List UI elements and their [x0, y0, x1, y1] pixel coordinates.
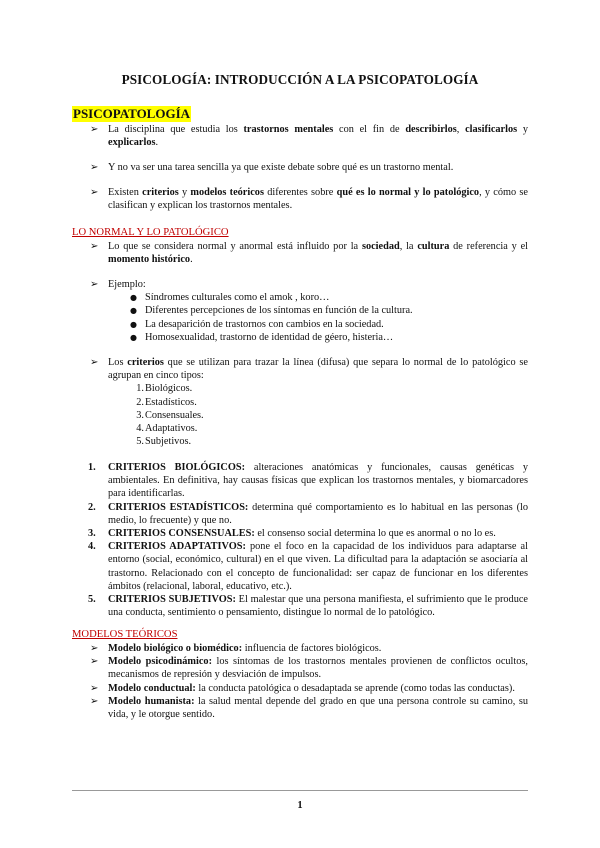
section-heading-normal-patologico: LO NORMAL Y LO PATOLÓGICO — [72, 227, 229, 238]
paragraph-text: Y no va ser una tarea sencilla ya que existe debate sobre qué es un trastorno mental. — [108, 162, 454, 173]
paragraph-criteria-models — [72, 186, 528, 212]
arrow-bullet-icon: ➢ — [90, 643, 99, 654]
arrow-bullet-icon: ➢ — [90, 124, 99, 135]
list-item: ● Homosexualidad, trastorno de identidad de géero, histeria… — [130, 331, 394, 343]
arrow-bullet-icon: ➢ — [90, 656, 99, 668]
criteria-list — [72, 461, 528, 619]
model-item: ➢ Modelo humanista: la salud mental depende del grado en que una persona controle su camino, su vida, y le otorgue sentido. — [90, 695, 528, 721]
list-item: ● Síndromes culturales como el amok , koro… — [130, 292, 330, 304]
model-item: ➢ Modelo psicodinámico: los síntomas de los trastornos mentales provienen de conflictos ocultos, mecanismos de represión y desviación de impulsos. — [90, 656, 528, 681]
criterion-item: 3. CRITERIOS CONSENSUALES: el consenso social determina lo que es anormal o no lo es. — [88, 528, 496, 540]
dot-bullet-icon: ● — [130, 306, 137, 316]
criterion-item: 4. CRITERIOS ADAPTATIVOS: pone el foco en la capacidad de los individuos para adaptarse al entorno (social, económico, cultural) en el que viven. La dificultad para la adaptación se asociaría al trastorno. Relacionado con el concepto de funcionalidad: ser capaz de funcionar en los diferentes ámbitos (relacional, laboral, educativo, etc.). — [88, 541, 528, 592]
example-block — [72, 278, 528, 344]
list-item: ● La desaparición de trastornos con cambios en la sociedad. — [130, 318, 384, 330]
list-item: 2. Estadísticos. — [136, 396, 197, 408]
criterion-item: 1. CRITERIOS BIOLÓGICOS: alteraciones anatómicas y funcionales, causas genéticas y ambientales. En definitiva, hay causas físicas que explican los trastornos mentales, y biomarcadores para identificarlas. — [88, 462, 529, 500]
list-item: 5. Subjetivos. — [136, 436, 192, 448]
paragraph-text: La disciplina que estudia los trastornos mentales con el fin de describirlos, clasificarlos y explicarlos. — [108, 124, 528, 149]
dot-bullet-icon: ● — [130, 293, 137, 303]
criterion-item: 5. CRITERIOS SUBJETIVOS: El malestar que una persona manifiesta, el sufrimiento que le produce una conducta, sentimiento o pensamiento, distingue lo normal de lo patológico. — [88, 594, 528, 619]
paragraph-debate — [72, 161, 528, 174]
paragraph-text: Lo que se considera normal y anormal está influido por la sociedad, la cultura de referencia y el momento histórico. — [108, 241, 528, 266]
model-item: ➢ Modelo conductual: la conducta patológica o desadaptada se aprende (como todas las conductas). — [90, 682, 515, 694]
paragraph-definition — [72, 123, 528, 149]
arrow-bullet-icon: ➢ — [90, 241, 99, 252]
criterion-item: 2. CRITERIOS ESTADÍSTICOS: determina qué comportamiento es lo habitual en las personas (lo medio, lo frecuente) y que no. — [88, 501, 529, 526]
arrow-bullet-icon: ➢ — [90, 187, 99, 198]
list-item: 3. Consensuales. — [136, 409, 204, 421]
arrow-bullet-icon: ➢ — [90, 682, 99, 694]
arrow-bullet-icon: ➢ — [90, 279, 99, 290]
list-item: 1. Biológicos. — [136, 383, 193, 395]
list-item: 4. Adaptativos. — [136, 423, 198, 435]
model-item: ➢ Modelo biológico o biomédico: influencia de factores biológicos. — [90, 643, 382, 654]
list-item: ● Diferentes percepciones de los síntomas en función de la cultura. — [130, 305, 413, 317]
arrow-bullet-icon: ➢ — [90, 695, 99, 707]
dot-bullet-icon: ● — [130, 319, 137, 329]
page-number: 1 — [297, 800, 303, 811]
document-title: PSICOLOGÍA: INTRODUCCIÓN A LA PSICOPATOLOGÍA — [121, 72, 479, 87]
footer-divider — [72, 790, 528, 791]
section-heading-psicopatologia: PSICOPATOLOGÍA — [73, 106, 191, 121]
models-list — [72, 642, 528, 721]
paragraph-text: Existen criterios y modelos teóricos diferentes sobre qué es lo normal y lo patológico, y cómo se clasifican y explican los trastornos mentales. — [108, 187, 528, 212]
example-label: Ejemplo: — [108, 279, 146, 290]
arrow-bullet-icon: ➢ — [90, 357, 99, 368]
dot-bullet-icon: ● — [130, 332, 137, 342]
section-heading-modelos-teoricos: MODELOS TEÓRICOS — [72, 629, 178, 640]
criteria-intro-block — [72, 356, 528, 448]
paragraph-text: Los criterios que se utilizan para trazar la línea (difusa) que separa lo normal de lo patológico se agrupan en cinco tipos: — [108, 357, 528, 382]
paragraph-influence — [72, 240, 528, 266]
arrow-bullet-icon: ➢ — [90, 162, 99, 173]
